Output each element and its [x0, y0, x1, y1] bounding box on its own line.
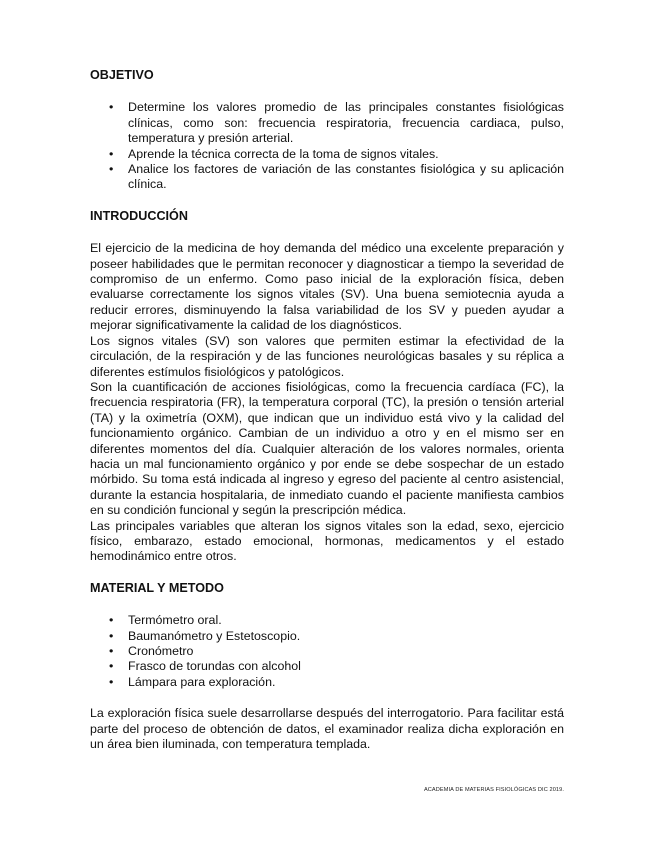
page-footer: ACADEMIA DE MATERIAS FISIOLÓGICAS DIC 2019.	[423, 787, 564, 793]
bullet-icon: •	[109, 659, 114, 674]
closing-paragraph: La exploración física suele desarrollarse después del interrogatorio. Para facilitar está parte del proceso de obtención de datos, el examinador realiza dicha exploración en un área bien iluminada, con temperatura templada.	[90, 706, 564, 752]
intro-paragraph: Las principales variables que alteran los signos vitales son la edad, sexo, ejercicio físico, embarazo, estado emocional, hormonas, medicamentos y el estado hemodinámico entre otros.	[90, 518, 564, 564]
bullet-icon: •	[109, 613, 114, 628]
list-item	[90, 659, 564, 674]
objetivo-heading: OBJETIVO	[90, 68, 154, 82]
document-page	[90, 68, 564, 752]
list-item-text: Baumanómetro y Estetoscopio.	[128, 628, 301, 643]
intro-paragraph: El ejercicio de la medicina de hoy demanda del médico una excelente preparación y poseer habilidades que le permitan reconocer y diagnosticar a tiempo la severidad de compromiso de un enfermo. Como paso inicial de la exploración física, deben evaluarse correctamente los signos vitales (SV). Una buena semiotecnia ayuda a reducir errores, disminuyendo la falsa variabilidad de los SV y pueden ayudar a mejorar significativamente la calidad de los diagnósticos.	[90, 241, 564, 333]
list-item	[90, 644, 564, 659]
bullet-icon: •	[109, 674, 114, 689]
list-item-text: Aprende la técnica correcta de la toma de signos vitales.	[128, 146, 439, 161]
list-item-text: Determine los valores promedio de las principales constantes fisiológicas clínicas, como son: frecuencia respiratoria, frecuencia cardiaca, pulso, temperatura y presión arterial.	[128, 100, 564, 146]
bullet-icon: •	[109, 162, 114, 177]
introduccion-heading: INTRODUCCIÓN	[90, 208, 188, 223]
intro-paragraph: Los signos vitales (SV) son valores que permiten estimar la efectividad de la circulación, de la respiración y de las funciones neurológicas basales y su réplica a diferentes estímulos fisiológicos y patológicos.	[90, 333, 564, 379]
bullet-icon: •	[109, 644, 114, 658]
objetivo-list	[90, 100, 564, 192]
bullet-icon: •	[109, 146, 114, 161]
spacer	[90, 596, 564, 613]
spacer	[90, 83, 564, 100]
list-item-text: Lámpara para exploración.	[128, 674, 276, 689]
spacer	[90, 193, 564, 209]
list-item-text: Frasco de torundas con alcohol	[128, 659, 301, 674]
list-item-text: Termómetro oral.	[128, 613, 222, 628]
intro-paragraph: Son la cuantificación de acciones fisiológicas, como la frecuencia cardíaca (FC), la frecuencia respiratoria (FR), la temperatura corporal (TC), la presión o tensión arterial (TA) y la oximetría (OXM), que indican que un individuo está vivo y la calidad del funcionamiento orgánico. Cambian de un individuo a otro y en el mismo ser en diferentes momentos del día. Cualquier alteración de los valores normales, orienta hacia un mal funcionamiento orgánico y por ende se debe sospechar de un estado mórbido. Su toma está indicada al ingreso y egreso del paciente al centro asistencial, durante la estancia hospitalaria, de inmediato cuando el paciente manifiesta cambios en su condición funcional y según la prescripción médica.	[90, 379, 564, 518]
list-item	[90, 629, 564, 644]
list-item	[90, 100, 564, 146]
material-heading: MATERIAL Y METODO	[90, 580, 224, 595]
list-item-text: Analice los factores de variación de las constantes fisiológica y su aplicación clínica.	[128, 162, 564, 192]
list-item	[90, 162, 564, 193]
list-item	[90, 147, 564, 162]
material-list	[90, 613, 564, 690]
bullet-icon: •	[109, 628, 114, 643]
spacer	[90, 565, 564, 581]
list-item	[90, 675, 564, 690]
bullet-icon: •	[109, 100, 114, 115]
spacer	[90, 224, 564, 241]
list-item	[90, 613, 564, 628]
list-item-text: Cronómetro	[128, 644, 194, 658]
spacer	[90, 690, 564, 706]
